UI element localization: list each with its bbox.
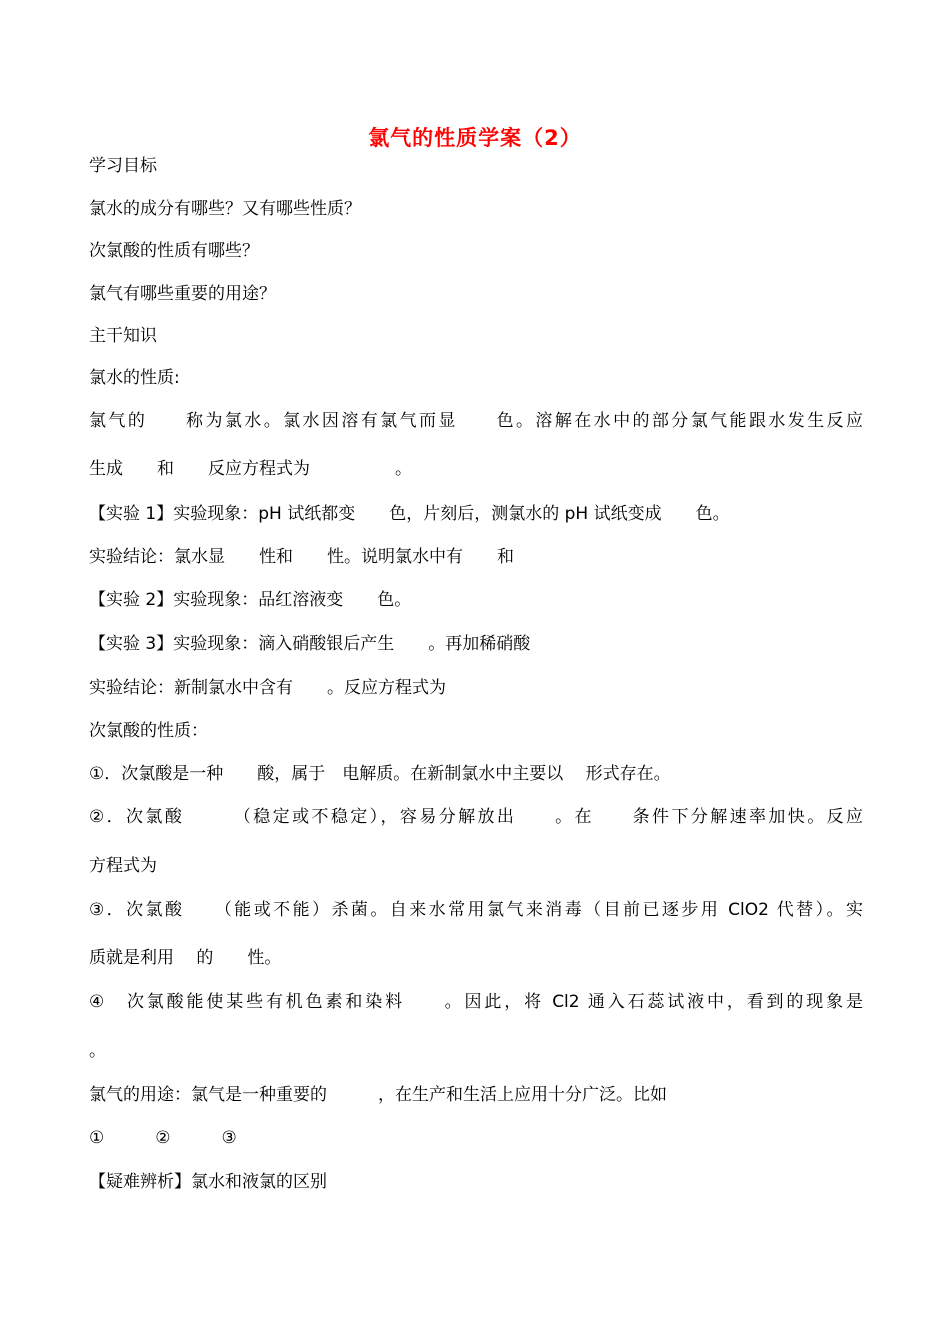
subsection-heading-hypochlorous-acid: 次氯酸的性质： <box>89 721 208 741</box>
paragraph-line: 生成 和 反应方程式为 。 <box>89 459 412 479</box>
goal-item: 氯水的成分有哪些？又有哪些性质？ <box>89 199 361 219</box>
property-item-3: ③．次氯酸 （能或不能）杀菌。自来水常用氯气来消毒（目前已逐步用 ClO2 代替）。实 <box>89 900 863 920</box>
experiment-conclusion-line: 实验结论：氯水显 性和 性。说明氯水中有 和 <box>89 547 514 567</box>
paragraph-line: 方程式为 <box>89 856 157 876</box>
paragraph-line: 质就是利用 的 性。 <box>89 948 282 968</box>
paragraph-line: 氯气的 称为氯水。氯水因溶有氯气而显 色。溶解在水中的部分氯气能跟水发生反应 <box>89 411 863 431</box>
document-title: 氯气的性质学案（2） <box>368 126 582 150</box>
property-item-1: ①．次氯酸是一种 酸，属于 电解质。在新制氯水中主要以 形式存在。 <box>89 764 671 784</box>
property-item-2: ②．次氯酸 （稳定或不稳定），容易分解放出 。在 条件下分解速率加快。反应 <box>89 807 863 827</box>
paragraph-line: 。 <box>89 1041 106 1061</box>
section-heading-learning-goals: 学习目标 <box>89 156 157 176</box>
experiment-conclusion-line: 实验结论：新制氯水中含有 。反应方程式为 <box>89 678 446 698</box>
property-item-4: ④ 次氯酸能使某些有机色素和染料 。因此，将 Cl2 通入石蕊试液中，看到的现象是 <box>89 992 863 1012</box>
experiment-2-line: 【实验 2】实验现象：品红溶液变 色。 <box>89 590 412 610</box>
section-heading-main-knowledge: 主干知识 <box>89 326 157 346</box>
subsection-heading-chlorine-water: 氯水的性质: <box>89 368 180 388</box>
uses-numbered-blanks: ① ② ③ <box>89 1128 237 1148</box>
chlorine-uses-line: 氯气的用途：氯气是一种重要的 ，在生产和生活上应用十分广泛。比如 <box>89 1085 667 1105</box>
difficulty-analysis-heading: 【疑难辨析】氯水和液氯的区别 <box>89 1172 327 1192</box>
experiment-1-line: 【实验 1】实验现象：pH 试纸都变 色，片刻后，测氯水的 pH 试纸变成 色。 <box>89 504 730 524</box>
goal-item: 次氯酸的性质有哪些？ <box>89 241 259 261</box>
experiment-3-line: 【实验 3】实验现象：滴入硝酸银后产生 。再加稀硝酸 <box>89 634 531 654</box>
goal-item: 氯气有哪些重要的用途？ <box>89 284 276 304</box>
